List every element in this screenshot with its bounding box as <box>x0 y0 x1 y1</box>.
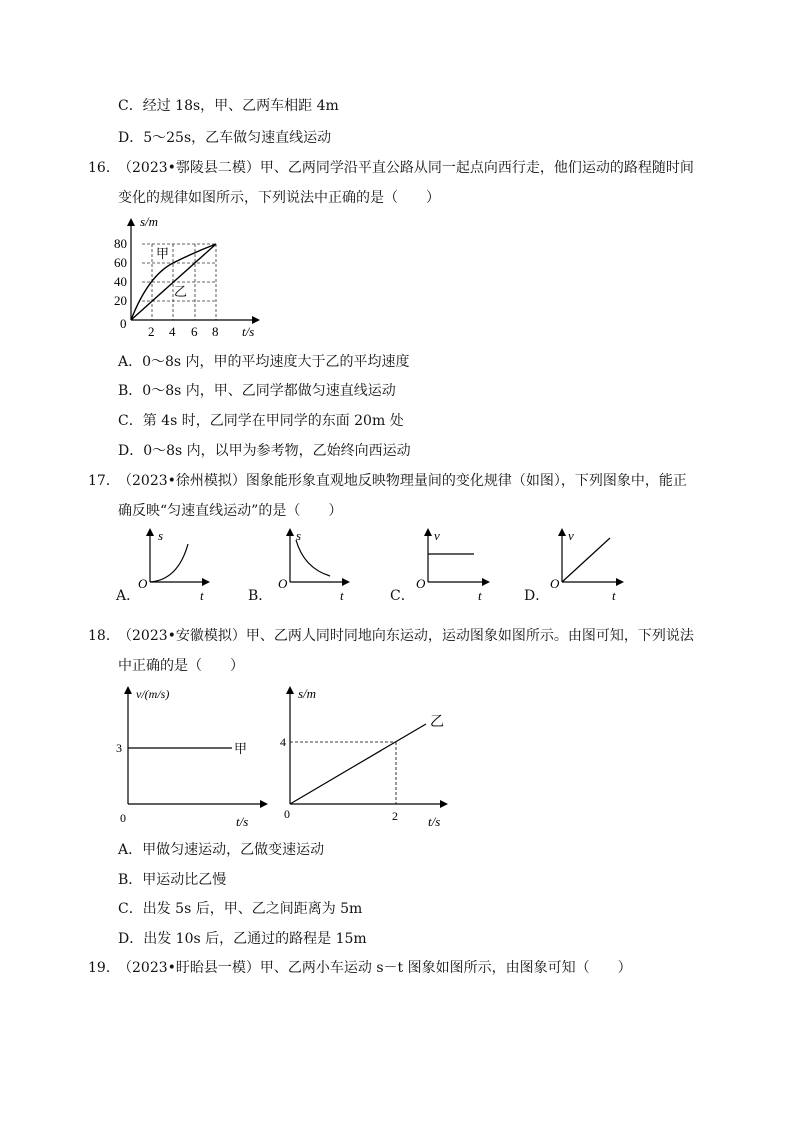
q16-origin: 0 <box>120 316 127 331</box>
q17-stem-line1: （2023•徐州模拟）图象能形象直观地反映物理量间的变化规律（如图），下列图象中，能正 <box>118 473 687 489</box>
q18-option-c: C．出发 5s 后，甲、乙之间距离为 5m <box>118 901 363 917</box>
q18-st-origin: 0 <box>284 807 290 821</box>
q18-option-b: B．甲运动比乙慢 <box>118 872 227 888</box>
q17-graph-d <box>546 526 632 602</box>
q18-option-a: A．甲做匀速运动，乙做变速运动 <box>118 842 325 858</box>
q16-stem-line2: 变化的规律如图所示，下列说法中正确的是（ ） <box>118 190 440 206</box>
q18-vt-ytick: 3 <box>116 741 122 755</box>
svg-text:O: O <box>278 576 288 591</box>
q16-label-jia: 甲 <box>156 246 170 261</box>
svg-text:O: O <box>138 576 148 591</box>
svg-text:t: t <box>612 588 616 602</box>
q16-xtick-6: 6 <box>191 324 198 339</box>
q16-xlabel: t/s <box>242 324 255 339</box>
q18-line-yi <box>290 724 426 804</box>
q17-stem-line2: 确反映“匀速直线运动”的是（ ） <box>118 503 343 519</box>
q18-st-xlabel: t/s <box>428 814 441 829</box>
q17-graph-a <box>134 526 214 602</box>
q16-number: 16． <box>88 160 120 176</box>
svg-text:t: t <box>478 588 482 602</box>
q18-vt-ylabel: v/(m/s) <box>136 687 170 701</box>
q16-label-yi: 乙 <box>174 284 188 299</box>
q16-ytick-20: 20 <box>114 293 127 308</box>
q16-option-b: B．0～8s 内，甲、乙同学都做匀速直线运动 <box>118 383 396 399</box>
svg-text:t: t <box>340 588 344 602</box>
q18-vt-origin: 0 <box>120 811 126 825</box>
q18-st-ylabel: s/m <box>298 686 317 701</box>
q17-letter-a: A． <box>116 588 141 604</box>
q18-vt-series: 甲 <box>234 741 248 756</box>
q19-number: 19． <box>88 960 120 976</box>
q16-graph <box>112 214 292 340</box>
q17-letter-b: B． <box>248 588 273 604</box>
q17-number: 17． <box>88 473 120 489</box>
q18-number: 18． <box>88 628 120 644</box>
q16-ytick-40: 40 <box>114 274 127 289</box>
q16-option-c: C．第 4s 时，乙同学在甲同学的东面 20m 处 <box>118 413 404 429</box>
svg-text:O: O <box>550 576 560 591</box>
svg-text:v: v <box>434 528 440 543</box>
q17-graph-b <box>276 526 356 602</box>
q18-vt-xlabel: t/s <box>236 814 249 829</box>
q18-option-d: D．出发 10s 后，乙通过的路程是 15m <box>118 931 367 947</box>
q18-st-series: 乙 <box>430 715 444 730</box>
q16-ytick-80: 80 <box>114 236 127 251</box>
q16-option-a: A．0～8s 内，甲的平均速度大于乙的平均速度 <box>118 354 410 370</box>
q18-stem-line1: （2023•安徽模拟）甲、乙两人同时同地向东运动，运动图象如图所示。由图可知，下列说法 <box>118 628 694 644</box>
q18-st-ytick: 4 <box>280 735 286 749</box>
q15-option-d: D．5～25s，乙车做匀速直线运动 <box>118 130 332 146</box>
q16-option-d: D．0～8s 内，以甲为参考物，乙始终向西运动 <box>118 443 411 459</box>
q15-option-c: C．经过 18s，甲、乙两车相距 4m <box>118 98 339 114</box>
q18-st-xtick: 2 <box>392 809 398 823</box>
svg-text:s: s <box>158 528 164 543</box>
q16-stem-line1: （2023•鄠陵县二模）甲、乙两同学沿平直公路从同一起点向西行走，他们运动的路程随时间 <box>118 160 694 176</box>
svg-text:O: O <box>416 576 426 591</box>
q18-st-graph <box>278 680 458 830</box>
q16-ytick-60: 60 <box>114 255 127 270</box>
q17-letter-d: D． <box>524 588 550 604</box>
svg-text:v: v <box>568 528 574 543</box>
q17-graph-c <box>412 526 498 602</box>
svg-text:s: s <box>296 528 302 543</box>
q18-vt-graph <box>112 680 272 830</box>
q19-stem-line1: （2023•盱眙县一模）甲、乙两小车运动 s－t 图象如图所示，由图象可知（ ） <box>118 960 632 976</box>
q16-xtick-2: 2 <box>148 324 155 339</box>
q16-xtick-4: 4 <box>169 324 176 339</box>
q16-xtick-8: 8 <box>212 324 219 339</box>
q16-ylabel: s/m <box>140 214 159 229</box>
q18-stem-line2: 中正确的是（ ） <box>118 658 244 674</box>
svg-text:t: t <box>200 588 204 602</box>
q17-letter-c: C． <box>390 588 415 604</box>
